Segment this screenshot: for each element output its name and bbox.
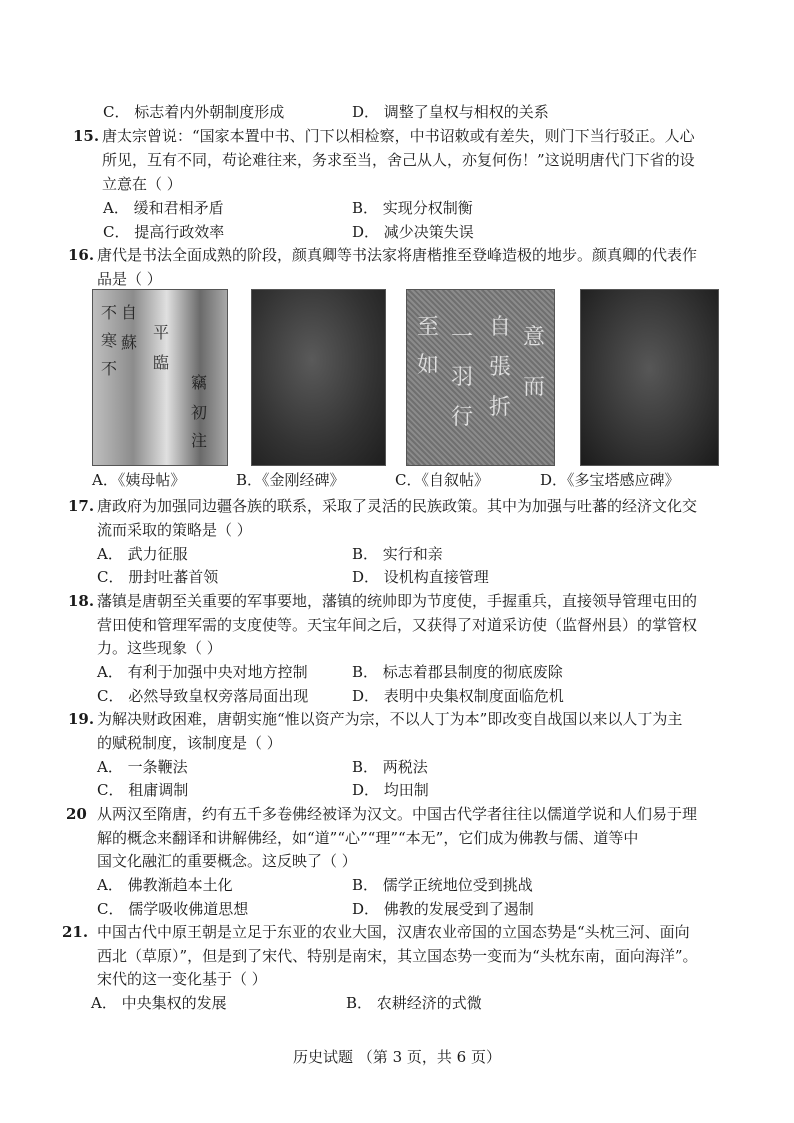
option-d: D． 佛教的发展受到了遏制 xyxy=(352,900,534,918)
image-caption-b: B．《金刚经碑》 xyxy=(236,471,345,489)
question-text-line: 流而采取的策略是（ ） xyxy=(97,521,252,539)
option-b: B． 实行和亲 xyxy=(352,545,443,563)
option-b: B． 儒学正统地位受到挑战 xyxy=(352,876,533,894)
image-caption-a: A．《姨母帖》 xyxy=(92,471,186,489)
option-d: D． 均田制 xyxy=(352,781,429,799)
option-b: B． 标志着郡县制度的彻底废除 xyxy=(352,663,563,681)
question-text-line: 国文化融汇的重要概念。这反映了（ ） xyxy=(97,852,357,870)
option-b: B． 两税法 xyxy=(352,758,428,776)
option-d: D． 表明中央集权制度面临危机 xyxy=(352,687,564,705)
question-text-line: 为解决财政困难，唐朝实施“惟以资产为宗，不以人丁为本”即改变自战国以来以人丁为主 xyxy=(97,710,683,728)
option-c: C． 租庸调制 xyxy=(97,781,189,799)
q14-option-d: D． 调整了皇权与相权的关系 xyxy=(352,103,549,121)
calligraphy-image-a: 不 寒 不 自 蘇 平 臨 竊 初 注 xyxy=(92,289,228,466)
question-text-line: 唐政府为加强同边疆各族的联系，采取了灵活的民族政策。其中为加强与吐蕃的经济文化交 xyxy=(97,497,698,515)
question-number: 19. xyxy=(68,710,95,728)
option-b: B． 实现分权制衡 xyxy=(352,199,473,217)
page-footer: 历史试题 （第 3 页，共 6 页） xyxy=(293,1048,501,1066)
option-a: A． 中央集权的发展 xyxy=(91,994,227,1012)
calligraphy-image-b xyxy=(251,289,386,466)
question-text-line: 宋代的这一变化基于（ ） xyxy=(97,970,267,988)
question-text-line: 的赋税制度，该制度是（ ） xyxy=(97,734,282,752)
calligraphy-image-c: 至 如 一 羽 行 自 張 折 意 而 xyxy=(406,289,555,466)
image-caption-c: C．《自叙帖》 xyxy=(395,471,489,489)
question-text-line: 立意在（ ） xyxy=(102,175,182,193)
question-text-line: 力。这些现象（ ） xyxy=(97,639,222,657)
image-caption-d: D．《多宝塔感应碑》 xyxy=(540,471,680,489)
option-d: D． 减少决策失误 xyxy=(352,223,474,241)
option-c: C． 提高行政效率 xyxy=(103,223,225,241)
question-text-line: 唐代是书法全面成熟的阶段，颜真卿等书法家将唐楷推至登峰造极的地步。颜真卿的代表作 xyxy=(97,246,698,264)
option-a: A． 一条鞭法 xyxy=(97,758,188,776)
option-a: A． 佛教渐趋本土化 xyxy=(97,876,233,894)
question-text-line: 从两汉至隋唐，约有五千多卷佛经被译为汉文。中国古代学者往往以儒道学说和人们易于理 xyxy=(97,805,698,823)
option-c: C． 必然导致皇权旁落局面出现 xyxy=(97,687,309,705)
option-c: C． 儒学吸收佛道思想 xyxy=(97,900,249,918)
option-d: D． 设机构直接管理 xyxy=(352,568,489,586)
question-number: 15. xyxy=(73,127,100,145)
question-text-line: 中国古代中原王朝是立足于东亚的农业大国，汉唐农业帝国的立国态势是“头枕三河、面向 xyxy=(97,923,690,941)
question-number: 18. xyxy=(68,592,95,610)
question-text-line: 所见，互有不同，苟论难往来，务求至当，舍己从人，亦复何伤！”这说明唐代门下省的设 xyxy=(102,151,695,169)
calligraphy-image-d xyxy=(580,289,719,466)
option-a: A． 有利于加强中央对地方控制 xyxy=(97,663,308,681)
question-number: 20 xyxy=(66,805,87,823)
question-number: 21. xyxy=(62,923,89,941)
option-b: B． 农耕经济的式微 xyxy=(346,994,482,1012)
option-a: A． 缓和君相矛盾 xyxy=(103,199,224,217)
option-a: A． 武力征服 xyxy=(97,545,188,563)
question-text-line: 藩镇是唐朝至关重要的军事要地，藩镇的统帅即为节度使，手握重兵，直接领导管理屯田的 xyxy=(97,592,698,610)
q14-option-c: C． 标志着内外朝制度形成 xyxy=(103,103,285,121)
option-c: C． 册封吐蕃首领 xyxy=(97,568,219,586)
question-number: 16. xyxy=(68,246,95,264)
question-text-line: 解的概念来翻译和讲解佛经，如“道”“心”“理”“本无”，它们成为佛教与儒、道等中 xyxy=(97,829,639,847)
question-text-line: 营田使和管理军需的支度使等。天宝年间之后，又获得了对道采访使（监督州县）的掌管权 xyxy=(97,616,698,634)
question-text-line: 品是（ ） xyxy=(97,270,162,288)
question-number: 17. xyxy=(68,497,95,515)
question-text-line: 唐太宗曾说：“国家本置中书、门下以相检察，中书诏敕或有差失，则门下当行驳正。人心 xyxy=(102,127,695,145)
question-text-line: 西北（草原）”，但是到了宋代、特别是南宋，其立国态势一变而为“头枕东南，面向海洋”。 xyxy=(97,947,698,965)
